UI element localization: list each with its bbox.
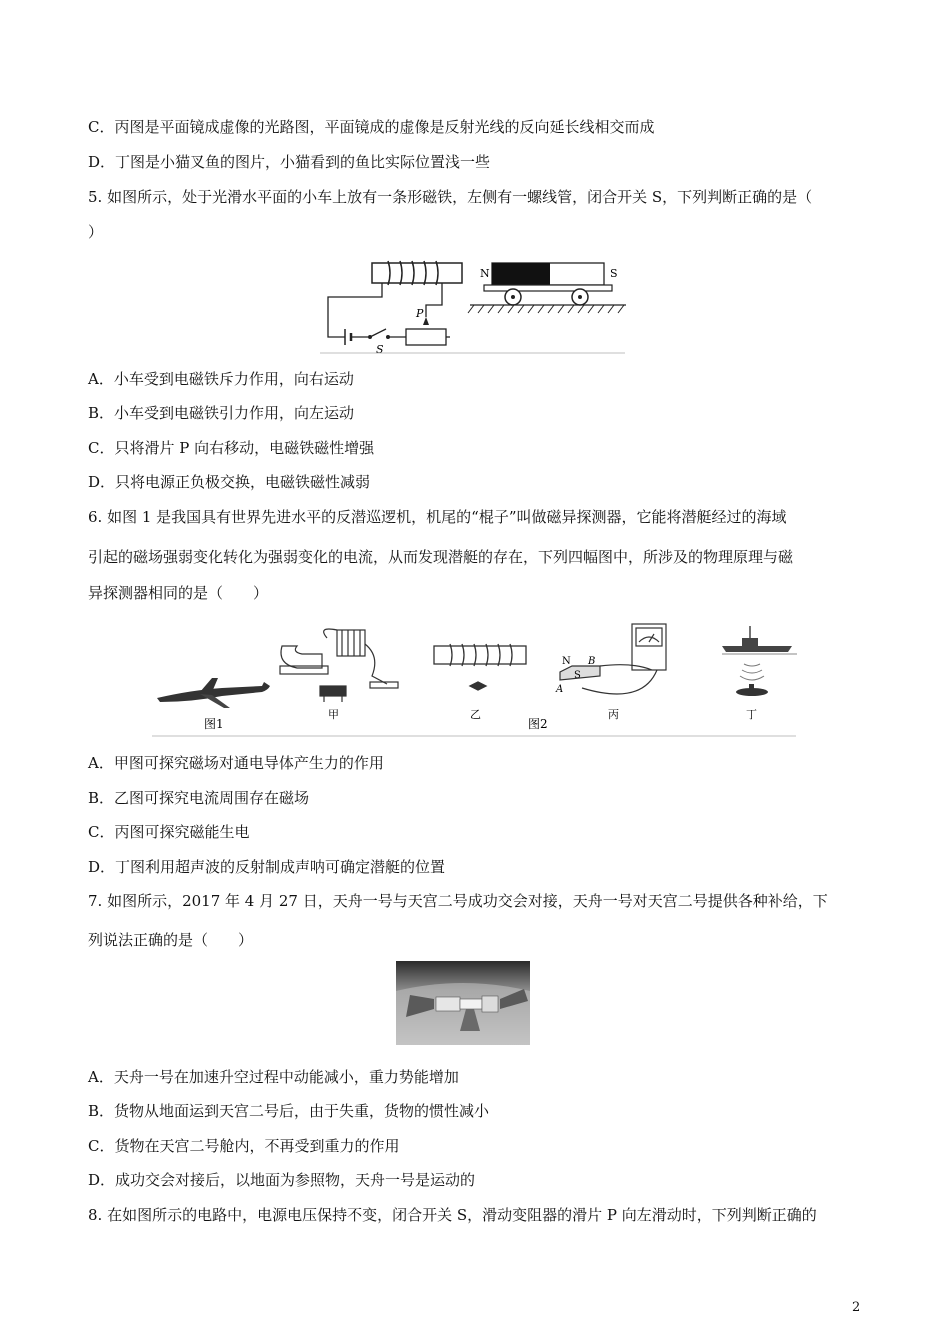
q6-stem-line2: 引起的磁场强弱变化转化为强弱变化的电流，从而发现潜艇的存在，下列四幅图中，所涉及的物理原理与磁 xyxy=(88,548,794,566)
slider-label: P xyxy=(416,307,424,320)
q7-option-d: D．成功交会对接后，以地面为参照物，天舟一号是运动的 xyxy=(88,1171,476,1189)
q7-stem-line2: 列说法正确的是（ ） xyxy=(88,931,254,949)
q4-option-c: C．丙图是平面镜成虚像的光路图，平面镜成的虚像是反射光线的反向延长线相交而成 xyxy=(88,118,655,136)
q5-option-c: C．只将滑片 P 向右移动，电磁铁磁性增强 xyxy=(88,439,375,457)
ground-hatching xyxy=(468,305,624,313)
label-ding: 丁 xyxy=(746,708,757,721)
magnet-s-label-bing: S xyxy=(574,670,581,681)
q5-option-b: B．小车受到电磁铁引力作用，向左运动 xyxy=(88,404,355,422)
apparatus-ding xyxy=(722,626,797,696)
wire-a-label: A xyxy=(556,684,564,695)
q6-figure xyxy=(152,616,797,738)
q5-stem-line1: 5. 如图所示，处于光滑水平面的小车上放有一条形磁铁，左侧有一螺线管，闭合开关 S，下列判断正确的是（ xyxy=(88,188,813,206)
fig2-label: 图2 xyxy=(528,717,548,731)
q6-stem-line1: 6. 如图 1 是我国具有世界先进水平的反潜巡逻机，机尾的“棍子”叫做磁异探测器，它能将潜艇经过的海域 xyxy=(88,508,787,526)
apparatus-yi xyxy=(434,644,526,690)
q5-figure xyxy=(320,255,630,355)
apparatus-bing xyxy=(560,624,666,694)
q5-option-d: D．只将电源正负极交换，电磁铁磁性减弱 xyxy=(88,473,371,491)
label-jia: 甲 xyxy=(328,708,339,721)
q4-option-d: D．丁图是小猫叉鱼的图片，小猫看到的鱼比实际位置浅一些 xyxy=(88,153,491,171)
q7-stem-line1: 7. 如图所示，2017 年 4 月 27 日，天舟一号与天宫二号成功交会对接，天舟一号对天宫二号提供各种补给，下 xyxy=(88,892,828,910)
patrol-aircraft xyxy=(157,678,270,708)
label-bing: 丙 xyxy=(608,708,619,721)
switch-label: S xyxy=(376,343,384,355)
page-number: 2 xyxy=(852,1300,861,1315)
q5-stem-line2: ） xyxy=(88,223,104,241)
q7-option-a: A．天舟一号在加速升空过程中动能减小，重力势能增加 xyxy=(88,1068,459,1086)
q6-option-c: C．丙图可探究磁能生电 xyxy=(88,823,250,841)
q6-option-d: D．丁图利用超声波的反射制成声呐可确定潜艇的位置 xyxy=(88,858,446,876)
fig1-label: 图1 xyxy=(204,717,224,731)
q6-option-a: A．甲图可探究磁场对通电导体产生力的作用 xyxy=(88,754,384,772)
q7-option-c: C．货物在天宫二号舱内，不再受到重力的作用 xyxy=(88,1137,400,1155)
magnet-s-label: S xyxy=(610,267,618,280)
q6-stem-line3: 异探测器相同的是（ ） xyxy=(88,584,269,602)
q7-spacecraft-photo xyxy=(396,961,530,1045)
q7-option-b: B．货物从地面运到天宫二号后，由于失重，货物的惯性减小 xyxy=(88,1102,490,1120)
coil-windings xyxy=(388,261,438,285)
wire-b-label: B xyxy=(588,656,596,667)
magnet-n-label-bing: N xyxy=(562,656,571,667)
q6-option-b: B．乙图可探究电流周围存在磁场 xyxy=(88,789,310,807)
apparatus-jia xyxy=(280,629,398,702)
magnet-n-label: N xyxy=(480,267,490,280)
q8-stem-line1: 8. 在如图所示的电路中，电源电压保持不变，闭合开关 S，滑动变阻器的滑片 P 向左滑动时，下列判断正确的 xyxy=(88,1206,817,1224)
q5-option-a: A．小车受到电磁铁斥力作用，向右运动 xyxy=(88,370,354,388)
label-yi: 乙 xyxy=(470,708,481,721)
